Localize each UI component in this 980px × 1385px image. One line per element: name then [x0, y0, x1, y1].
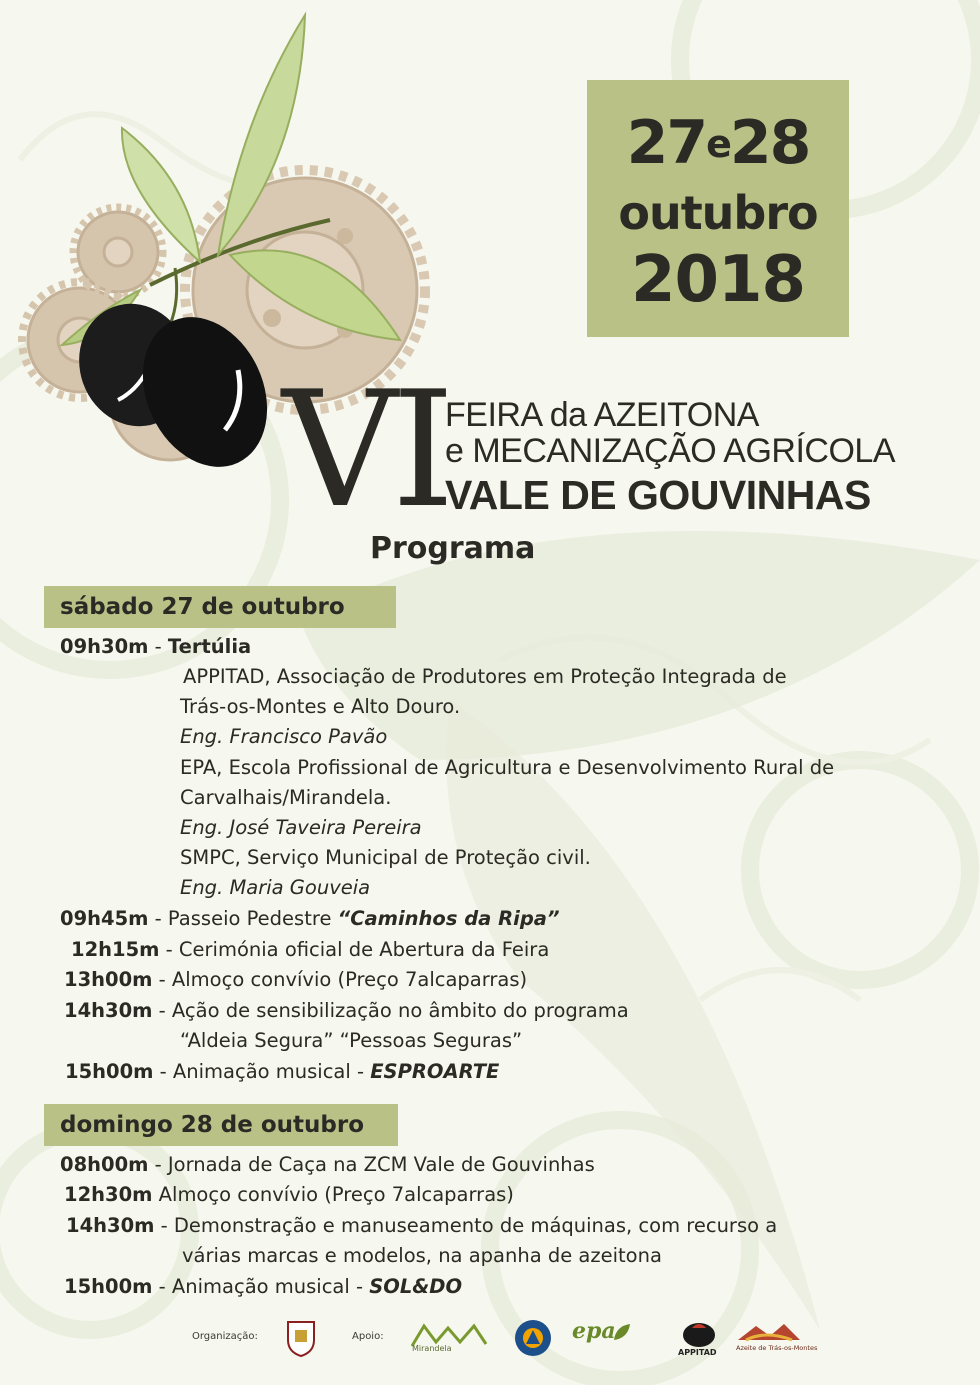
speaker-name: Eng. Maria Gouveia — [180, 876, 371, 899]
edition-numeral: VI — [282, 356, 449, 543]
schedule-item: 08h00m - Jornada de Caça na ZCM Vale de Gouvinhas — [60, 1153, 595, 1176]
speaker-name: Eng. José Taveira Pereira — [180, 816, 422, 839]
logo-epa: epa — [572, 1318, 662, 1358]
event-title-line1: FEIRA da AZEITONA — [445, 396, 759, 434]
schedule-detail: várias marcas e modelos, na apanha de azeitona — [182, 1244, 662, 1267]
gear-small — [78, 212, 158, 292]
schedule-item: 15h00m - Animação musical - SOL&DO — [64, 1275, 463, 1298]
day-heading-sunday: domingo 28 de outubro — [44, 1104, 398, 1146]
support-label: Apoio: — [352, 1331, 384, 1342]
date-box — [587, 80, 849, 337]
schedule-detail: “Aldeia Segura” “Pessoas Seguras” — [180, 1029, 523, 1052]
day-heading-saturday: sábado 27 de outubro — [44, 586, 396, 628]
schedule-item: 09h45m - Passeio Pedestre “Caminhos da Ripa” — [60, 907, 560, 930]
schedule-item: 09h30m - Tertúlia — [60, 635, 252, 658]
event-title-location: VALE DE GOUVINHAS — [445, 472, 871, 518]
schedule-item: 12h15m - Cerimónia oficial de Abertura da Feira — [71, 938, 550, 961]
programa-heading: Programa — [370, 531, 536, 566]
schedule-detail: APPITAD, Associação de Produtores em Proteção Integrada de — [183, 665, 787, 688]
leaf-icon — [612, 1322, 632, 1342]
logo-mirandela: Mirandela — [408, 1320, 490, 1356]
event-title-line2: e MECANIZAÇÃO AGRÍCOLA — [445, 432, 895, 470]
azeite-emblem-icon — [736, 1318, 802, 1344]
schedule-item: 12h30m Almoço convívio (Preço 7alcaparras) — [64, 1183, 514, 1206]
schedule-detail: Trás-os-Montes e Alto Douro. — [180, 695, 461, 718]
schedule-detail: EPA, Escola Profissional de Agricultura e Desenvolvimento Rural de — [180, 756, 835, 779]
civil-protection-logo-icon — [513, 1318, 553, 1358]
logo-appitad: APPITAD — [676, 1318, 722, 1364]
date-year: 2018 — [630, 243, 806, 317]
sponsors-footer — [0, 1318, 980, 1378]
speaker-name: Eng. Francisco Pavão — [180, 725, 388, 748]
schedule-detail: Carvalhais/Mirandela. — [180, 786, 392, 809]
schedule-item: 13h00m - Almoço convívio (Preço 7alcaparras) — [64, 968, 528, 991]
date-days: 27e28 — [626, 108, 810, 178]
municipality-crest-icon — [285, 1318, 317, 1358]
schedule-item: 14h30m - Ação de sensibilização no âmbito do programa — [64, 999, 629, 1022]
logo-azeite-tras-os-montes: Azeite de Trás-os-Montes — [736, 1318, 802, 1362]
appitad-emblem-icon — [676, 1318, 722, 1348]
schedule-detail: SMPC, Serviço Municipal de Proteção civil. — [180, 846, 591, 869]
date-month: outubro — [618, 186, 818, 240]
schedule-item: 15h00m - Animação musical - ESPROARTE — [65, 1060, 500, 1083]
organization-label: Organização: — [192, 1331, 258, 1342]
schedule-item: 14h30m - Demonstração e manuseamento de máquinas, com recurso a — [66, 1214, 778, 1237]
